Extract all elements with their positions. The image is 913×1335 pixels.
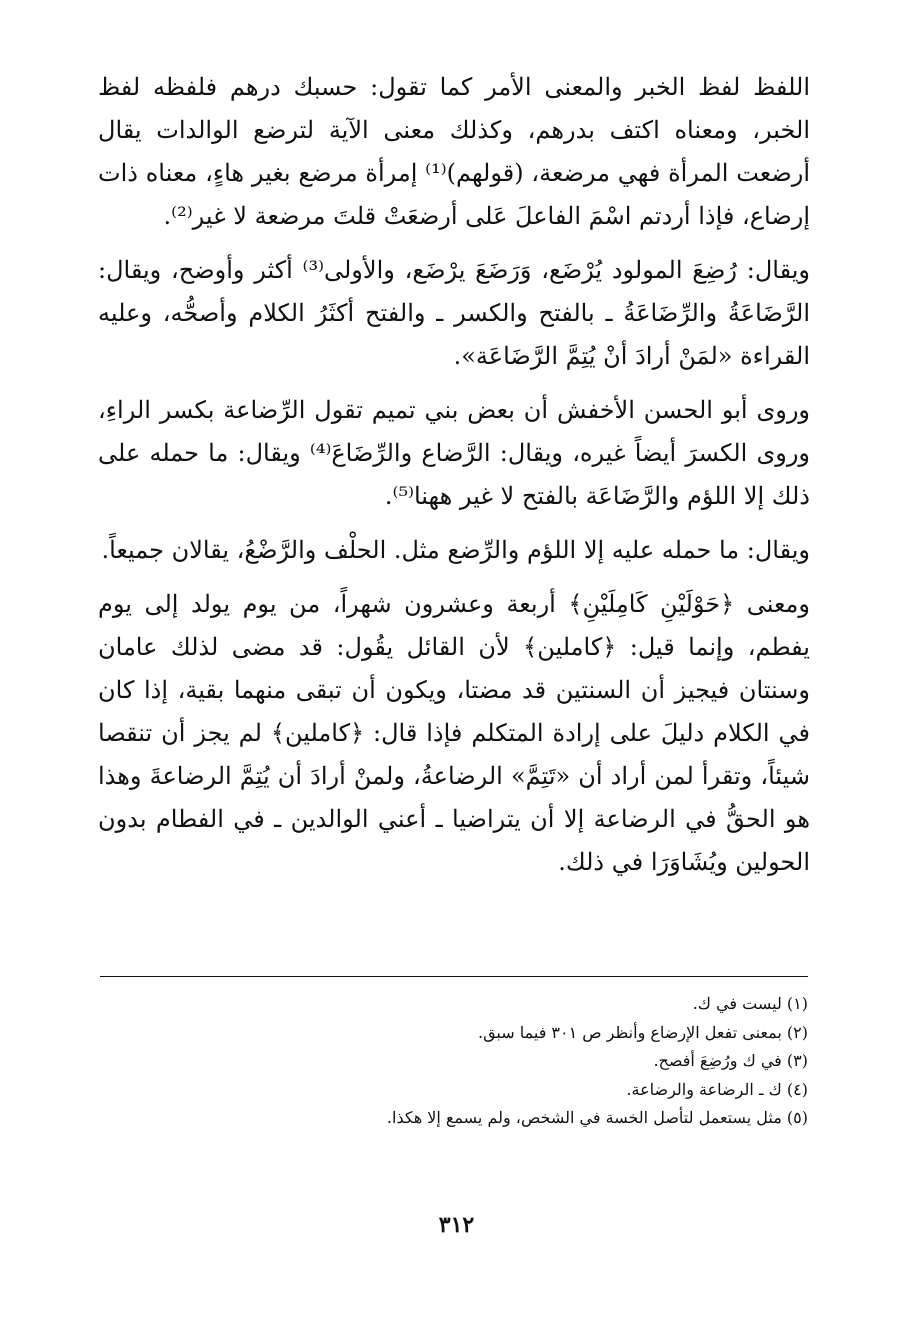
footnote-1: (١) ليست في ك. xyxy=(692,994,808,1013)
footnote-divider xyxy=(100,976,808,977)
paragraph-4: ويقال: ما حمله عليه إلا اللؤم والرِّضع مثل. الحلْف والرَّضْعُ، يقالان جميعاً. xyxy=(101,536,810,564)
paragraph-5: ومعنى ﴿حَوْلَيْنِ كَامِلَيْنِ﴾ أربعة وعشرون شهراً، من يوم يولد إلى يوم يفطم، وإنما قيل: ﴿كاملين﴾ لأن القائل يقُول: قد مضى لذلك عامان وسنتان فيجيز أن السنتين قد مضتا، ويكون أن تبقى منهما بقية، إذا كان في الكلام دليلَ على إرادة المتكلم فإذا قال: ﴿كاملين﴾ لم يجز أن تنقصا شيئاً، وتقرأ لمن أراد أن «تَتِمَّ» الرضاعةُ، ولمنْ أرادَ أن يُتِمَّ الرضاعةَ وهذا هو الحقُّ في الرضاعة إلا أن يتراضيا ـ أعني الوالدين ـ في الفطام بدون الحولين ويُشَاوَرَا في ذلك. xyxy=(98,590,810,876)
paragraph-1: اللفظ لفظ الخبر والمعنى الأمر كما تقول: حسبك درهم فلفظه لفظ الخبر، ومعناه اكتف بدرهم، وكذلك معنى الآية لترضع الوالدات يقال أرضعت المرأة فهي مرضعة، (قولهم)⁽¹⁾ إمرأة مرضع بغير هاءٍ، معناه ذات إرضاع، فإذا أردتم اسْمَ الفاعلَ عَلى أرضعَتْ قلتَ مرضعة لا غير⁽²⁾. xyxy=(98,73,811,230)
footnote-4: (٤) ك ـ الرضاعة والرضاعة. xyxy=(626,1079,808,1099)
footnotes xyxy=(100,990,808,1133)
paragraph-3: وروى أبو الحسن الأخفش أن بعض بني تميم تقول الرِّضاعة بكسر الراءِ، وروى الكسرَ أيضاً غيره، ويقال: الرَّضاع والرِّضَاعَ⁽⁴⁾ ويقال: ما حمله على ذلك إلا اللؤم والرَّضَاعَة بالفتح لا غير ههنا⁽⁵⁾. xyxy=(98,396,810,510)
footnote-3: (٣) في ك ورُضِعَ أفصح. xyxy=(653,1051,808,1070)
main-text xyxy=(98,66,810,895)
footnote-2: (٢) بمعنى تفعل الإرضاع وأنظر ص ٣٠١ فيما سبق. xyxy=(477,1022,808,1042)
paragraph-2: ويقال: رُضِعَ المولود يُرْضَع، وَرَضَعَ يرْضَع، والأولى⁽³⁾ أكثر وأوضح، ويقال: الرَّضَاعَةُ والرِّضَاعَةُ ـ بالفتح والكسر ـ والفتح أكثَرُ الكلام وأصحُّه، وعليه القراءة «لمَنْ أرادَ أنْ يُتِمَّ الرَّضَاعَة». xyxy=(98,256,810,370)
footnote-5: (٥) مثل يستعمل لتأصل الخسة في الشخص، ولم يسمع إلا هكذا. xyxy=(386,1108,808,1127)
page-number: ٣١٢ xyxy=(438,1212,475,1238)
